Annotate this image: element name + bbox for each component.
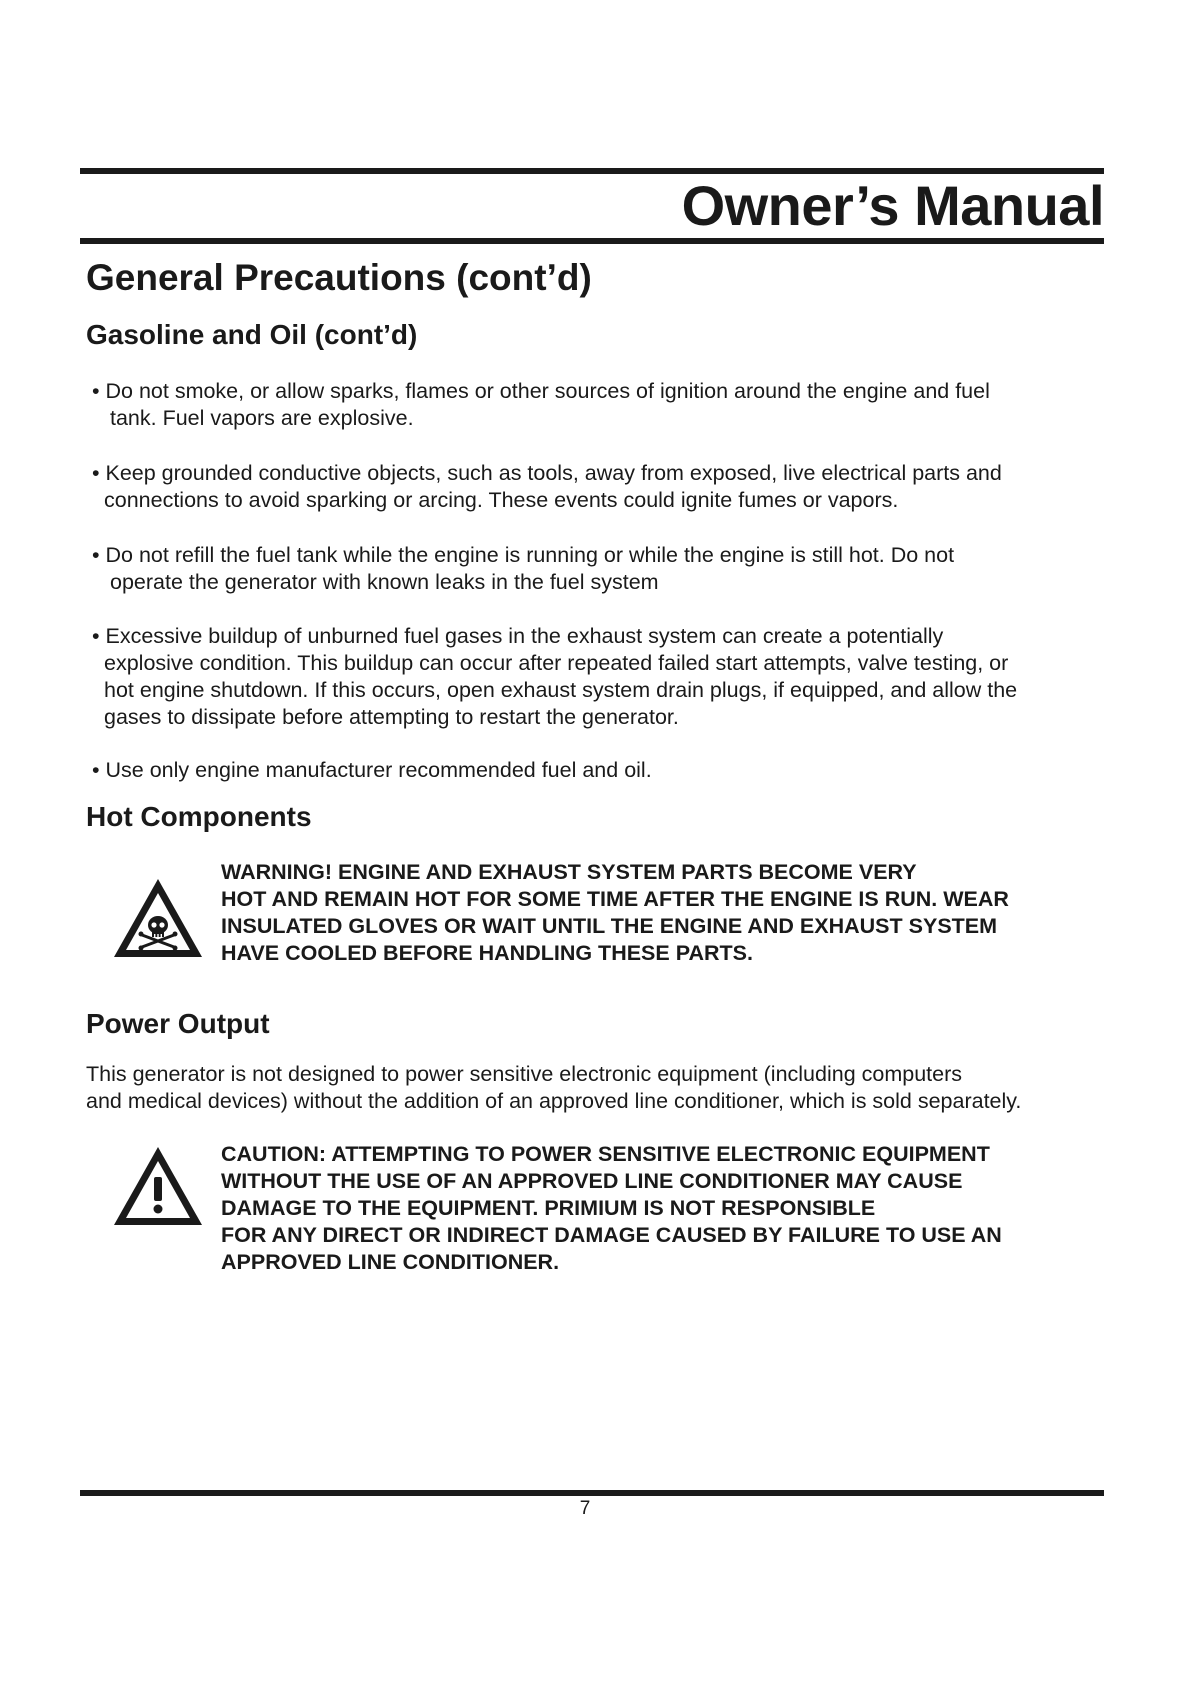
caution-line: DAMAGE TO THE EQUIPMENT. PRIMIUM IS NOT RESPONSIBLE [221,1196,876,1220]
bullet-line: connections to avoid sparking or arcing. These events could ignite fumes or vapors. [104,488,899,512]
bullet-line: gases to dissipate before attempting to restart the generator. [104,705,679,729]
bullet-line: • Excessive buildup of unburned fuel gases in the exhaust system can create a potentially [92,624,944,648]
caution-line: FOR ANY DIRECT OR INDIRECT DAMAGE CAUSED BY FAILURE TO USE AN [221,1223,1002,1247]
bullet-grounded-objects [92,460,1112,514]
bullet-refill-fuel [92,542,1112,596]
bullet-line: explosive condition. This buildup can occur after repeated failed start attempts, valve testing, or [104,651,1009,675]
paragraph-line: This generator is not designed to power sensitive electronic equipment (including computers [86,1062,962,1086]
warning-line: HAVE COOLED BEFORE HANDLING THESE PARTS. [221,941,753,965]
document-title: Owner’s Manual [681,174,1104,237]
exclamation-warning-icon [110,1143,206,1229]
header-bottom-rule [80,238,1104,244]
hot-components-heading: Hot Components [86,801,312,832]
caution-line: APPROVED LINE CONDITIONER. [221,1250,560,1274]
bullet-line: operate the generator with known leaks in the fuel system [110,570,659,594]
bullet-recommended-fuel [92,757,1112,784]
bullet-line: • Use only engine manufacturer recommended fuel and oil. [92,758,652,782]
caution-line: WITHOUT THE USE OF AN APPROVED LINE CONDITIONER MAY CAUSE [221,1169,963,1193]
section-heading: General Precautions (cont’d) [86,257,592,298]
bullet-line: tank. Fuel vapors are explosive. [110,406,414,430]
bullet-line: • Do not smoke, or allow sparks, flames or other sources of ignition around the engine and fuel [92,379,990,403]
power-output-heading: Power Output [86,1008,270,1039]
warning-line: INSULATED GLOVES OR WAIT UNTIL THE ENGINE AND EXHAUST SYSTEM [221,914,998,938]
bullet-line: • Keep grounded conductive objects, such as tools, away from exposed, live electrical parts and [92,461,1002,485]
caution-line: CAUTION: ATTEMPTING TO POWER SENSITIVE ELECTRONIC EQUIPMENT [221,1142,990,1166]
bullet-unburned-fuel [92,623,1112,731]
power-output-paragraph [86,1061,1116,1115]
bullet-no-smoking [92,378,1112,432]
power-output-caution [221,1141,1121,1276]
page-number: 7 [579,1498,591,1519]
warning-line: WARNING! ENGINE AND EXHAUST SYSTEM PARTS BECOME VERY [221,860,917,884]
bullet-line: • Do not refill the fuel tank while the engine is running or while the engine is still hot. Do not [92,543,955,567]
paragraph-line: and medical devices) without the addition of an approved line conditioner, which is sold separately. [86,1089,1022,1113]
gasoline-oil-heading: Gasoline and Oil (cont’d) [86,319,418,350]
hot-components-warning [221,859,1121,967]
bullet-line: hot engine shutdown. If this occurs, open exhaust system drain plugs, if equipped, and allow the [104,678,1018,702]
footer-rule [80,1490,1104,1496]
poison-skull-warning-icon [110,875,206,961]
warning-line: HOT AND REMAIN HOT FOR SOME TIME AFTER THE ENGINE IS RUN. WEAR [221,887,1009,911]
